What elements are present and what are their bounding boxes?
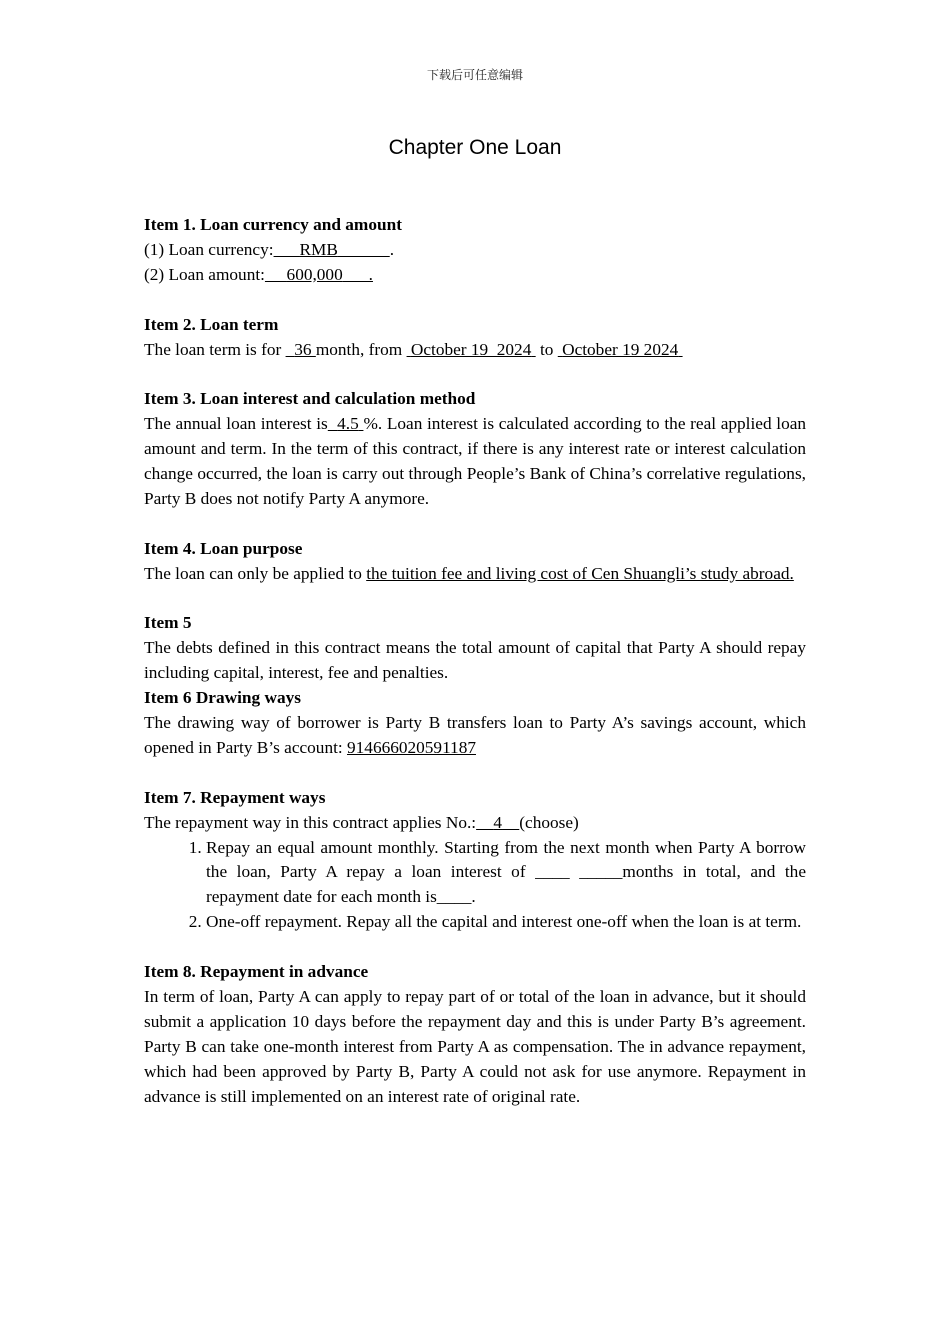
item7-choice: 4 <box>493 812 503 832</box>
item6-heading: Item 6 Drawing ways <box>144 688 301 708</box>
item3-heading: Item 3. Loan interest and calculation method <box>144 389 476 409</box>
item1-amount-line <box>144 263 806 288</box>
item6-account-number: 914666020591187 <box>347 737 476 757</box>
item1-heading: Item 1. Loan currency and amount <box>144 215 402 234</box>
item4-heading: Item 4. Loan purpose <box>144 538 303 558</box>
item1-currency-label: (1) Loan currency: <box>144 239 274 259</box>
item7-heading: Item 7. Repayment ways <box>144 787 326 807</box>
document-body <box>144 213 806 1110</box>
item1-amount-value: 600,000 . <box>286 264 373 284</box>
item8-heading: Item 8. Repayment in advance <box>144 962 369 982</box>
item7-text: The repayment way in this contract applies No.: 4 (choose) <box>144 812 579 832</box>
item3-rate: 4.5 <box>337 414 359 434</box>
item4-purpose: the tuition fee and living cost of Cen Shuangli’s study abroad. <box>366 563 794 583</box>
item3-text: The annual loan interest is 4.5 %. Loan interest is calculated according to the real applied loan amount and term. In the term of this contract, if there is any interest rate or interest calculation change occurred, the loan is carry out through People’s Bank of China’s correlative regulations, Party B does not notify Party A anymore. <box>144 414 807 508</box>
item2-heading: Item 2. Loan term <box>144 314 279 334</box>
header-note: 下载后可任意编辑 <box>426 68 523 82</box>
item1-currency-line: (1) Loan currency: RMB . <box>144 239 395 259</box>
chapter-title: Chapter One Loan <box>388 136 562 159</box>
item8-text: In term of loan, Party A can apply to repay part of or total of the loan in advance, but it should submit a application 10 days before the repayment day and this is under Party B’s agreement. Party B can take one-month interest from Party A as compensation. The in advance repayment, which had been approved by Party B, Party A could not ask for use anymore. Repayment in advance is still implemented on an interest rate of original rate. <box>144 987 806 1106</box>
item5-heading: Item 5 <box>144 613 192 633</box>
item2-months: 36 <box>294 339 312 359</box>
item2-end-date: October 19 2024 <box>562 339 679 359</box>
repayment-way-2: 2. One-off repayment. Repay all the capital and interest one-off when the loan is at term. <box>206 910 806 935</box>
repayment-way-1: 1. Repay an equal amount monthly. Starting from the next month when Party A borrow the loan, Party A repay a loan interest of ____ _____months in total, and the repayment date for each month is____. <box>206 836 806 911</box>
repayment-ways-list <box>144 836 806 936</box>
item2-text: The loan term is for 36 month, from October 19 2024 to October 19 2024 <box>144 338 806 363</box>
item5-text: The debts defined in this contract means the total amount of capital that Party A should repay including capital, interest, fee and penalties. <box>144 638 806 683</box>
item2-start-date: October 19 2024 <box>410 339 532 359</box>
item4-text: The loan can only be applied to the tuition fee and living cost of Cen Shuangli’s study abroad. <box>144 563 794 583</box>
item6-text: The drawing way of borrower is Party B transfers loan to Party A’s savings account, which opened in Party B’s account: 914666020591187 <box>144 713 806 757</box>
item1-amount-label: (2) Loan amount: <box>144 264 265 284</box>
item1-currency-value: RMB <box>299 239 338 259</box>
